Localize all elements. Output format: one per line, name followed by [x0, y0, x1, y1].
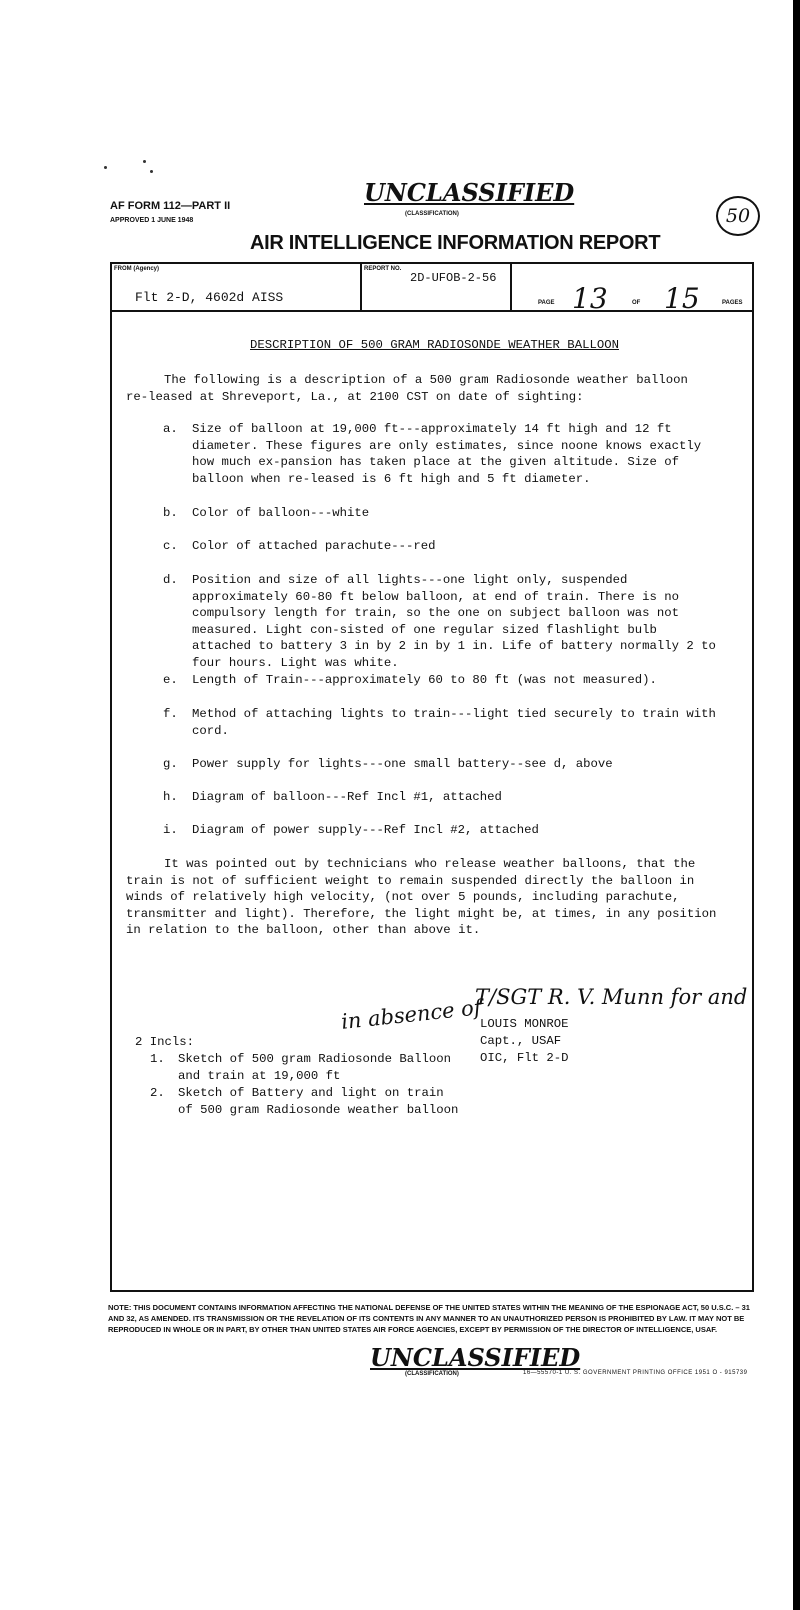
- page-number: 13: [572, 282, 608, 315]
- enclosure-number: 2.: [150, 1086, 165, 1100]
- signer-title: OIC, Flt 2-D: [480, 1051, 569, 1065]
- printing-office-line: 16—55570-1 U. S. GOVERNMENT PRINTING OFFICE 1951 O - 915739: [523, 1370, 748, 1376]
- form-frame: [110, 262, 754, 1292]
- item-text: Diagram of power supply---Ref Incl #2, attached: [192, 823, 539, 837]
- form-id: AF FORM 112—PART II: [110, 200, 231, 212]
- item-text: Size of balloon at 19,000 ft---approximately 14 ft high and 12 ft diameter. These figures are only estimates, since noone knows exactly how much ex-pansion has taken place at the given altitude. Size of balloon when re-leased is 6 ft high and 5 ft diameter.: [192, 422, 702, 486]
- item-letter: g.: [163, 757, 178, 771]
- item-letter: e.: [163, 673, 178, 687]
- enclosure-line: Sketch of 500 gram Radiosonde Balloon: [178, 1052, 452, 1066]
- signer-rank: Capt., USAF: [480, 1034, 562, 1048]
- scan-speck: [104, 166, 107, 169]
- from-label: FROM (Agency): [114, 266, 159, 272]
- classification-top-label: (CLASSIFICATION): [405, 211, 459, 217]
- security-notice: NOTE: THIS DOCUMENT CONTAINS INFORMATION AFFECTING THE NATIONAL DEFENSE OF THE UNITED STATES WITHIN THE MEANING OF THE ESPIONAGE ACT, 50 U.S.C. – 31 AND 32, AS AMENDED. ITS TRANSMISSION OR THE REVELATION OF ITS CONTENTS IN ANY MANNER TO AN UNAUTHORIZED PERSON IS PROHIBITED BY LAW. IT MAY NOT BE REPRODUCED IN WHOLE OR IN PART, BY OTHER THAN UNITED STATES AIR FORCE AGENCIES, EXCEPT BY PERMISSION OF THE DIRECTOR OF INTELLIGENCE, USAF.: [108, 1303, 750, 1334]
- enclosure-line: of 500 gram Radiosonde weather balloon: [178, 1103, 459, 1117]
- report-title: AIR INTELLIGENCE INFORMATION REPORT: [250, 232, 661, 254]
- item-letter: i.: [163, 823, 178, 837]
- item-letter: f.: [163, 707, 178, 721]
- item-letter: d.: [163, 573, 178, 587]
- item-letter: h.: [163, 790, 178, 804]
- header-column-divider: [510, 262, 512, 311]
- report-no-label: REPORT NO.: [364, 266, 402, 272]
- item-text: Method of attaching lights to train---light tied securely to train with cord.: [192, 707, 716, 738]
- report-no-value: 2D-UFOB-2-56: [410, 271, 497, 285]
- closing-paragraph: It was pointed out by technicians who release weather balloons, that the train is not of sufficient weight to remain suspended directly the balloon in winds of relatively high velocity, (not over 5 pounds, including parachute, transmitter and light). Therefore, the light might be, at times, in any position in relation to the balloon, other than above it.: [126, 857, 717, 937]
- classification-top: UNCLASSIFIED: [364, 178, 575, 207]
- enclosure-line: and train at 19,000 ft: [178, 1069, 341, 1083]
- item-text: Length of Train---approximately 60 to 80 ft (was not measured).: [192, 673, 657, 687]
- item-letter: c.: [163, 539, 178, 553]
- page-label: PAGE: [538, 300, 555, 306]
- header-divider: [110, 310, 754, 312]
- item-text: Power supply for lights---one small battery--see d, above: [192, 757, 613, 771]
- circled-page-number: 50: [716, 196, 760, 236]
- enclosure-number: 1.: [150, 1052, 165, 1066]
- item-text: Color of balloon---white: [192, 506, 370, 520]
- enclosure-line: Sketch of Battery and light on train: [178, 1086, 444, 1100]
- of-label: OF: [632, 300, 641, 306]
- item-text: Color of attached parachute---red: [192, 539, 436, 553]
- scan-speck: [150, 170, 153, 173]
- signer-name: LOUIS MONROE: [480, 1017, 569, 1031]
- intro-paragraph: The following is a description of a 500 gram Radiosonde weather balloon re-leased at Shreveport, La., at 2100 CST on date of sighting:: [126, 373, 688, 404]
- handwritten-signature: T/SGT R. V. Munn for and: [475, 985, 748, 1009]
- handwritten-absence-note: in absence of: [340, 995, 483, 1034]
- pages-label: PAGES: [722, 300, 743, 306]
- item-text: Position and size of all lights---one light only, suspended approximately 60-80 ft below balloon, at end of train. There is no compulsory length for train, so the one on subject balloon was not measured. Light con-sisted of one regular sized flashlight bulb attached to battery 3 in by 2 in by 1 in. Life of battery normally 2 to four hours. Light was white.: [192, 573, 716, 670]
- classification-bottom-label: (CLASSIFICATION): [405, 1371, 459, 1377]
- scan-speck: [143, 160, 146, 163]
- enclosures-label: 2 Incls:: [135, 1035, 195, 1049]
- document-heading: DESCRIPTION OF 500 GRAM RADIOSONDE WEATHER BALLOON: [250, 338, 619, 352]
- from-value: Flt 2-D, 4602d AISS: [135, 290, 284, 305]
- header-column-divider: [360, 262, 362, 311]
- total-pages: 15: [664, 282, 700, 315]
- item-letter: a.: [163, 422, 178, 436]
- item-text: Diagram of balloon---Ref Incl #1, attached: [192, 790, 502, 804]
- form-approved-date: APPROVED 1 JUNE 1948: [110, 217, 194, 224]
- classification-bottom: UNCLASSIFIED: [370, 1343, 581, 1372]
- scan-edge: [793, 0, 800, 1610]
- item-letter: b.: [163, 506, 178, 520]
